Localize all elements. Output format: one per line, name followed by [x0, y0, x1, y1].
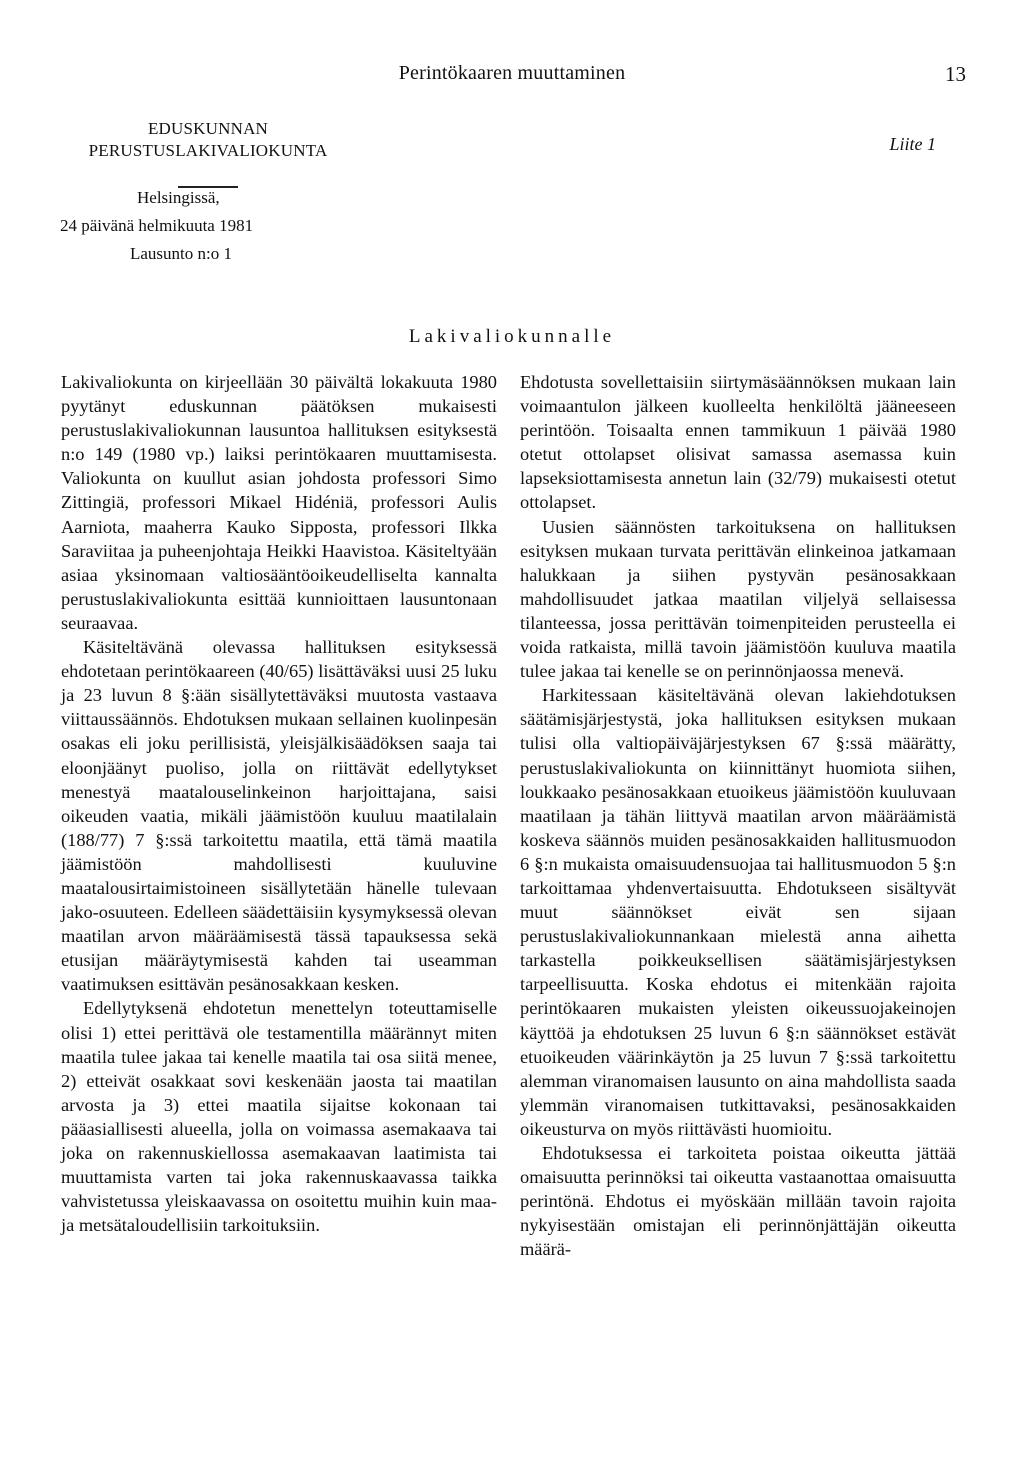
- statement-number: Lausunto n:o 1: [130, 244, 232, 263]
- right-paragraph: Harkitessaan käsiteltävänä olevan lakiehdotuksen säätämisjärjestystä, joka hallituksen esityksen mukaan tulisi olla valtiopäiväjärjestyksen 67 §:ssä määrätty, perustuslakivaliokunta on kiinnittänyt huomiota siihen, loukkaako pesänosakkaan etuoikeus jäämistöön kuuluvaan maatilaan ja tähän liittyvä maatilan arvon määräämistä koskeva säännös muiden pesänosakkaiden hallitusmuodon 6 §:n mukaista omaisuudensuojaa tai hallitusmuodon 5 §:n tarkoittamaa yhdenvertaisuutta. Ehdotukseen sisältyvät muut säännökset eivät sen sijaan perustuslakivaliokunnankaan mielestä anna aihetta tarkastella poikkeuksellisen säätämisjärjestyksen tarpeellisuutta. Koska ehdotus ei mitenkään rajoita perintökaaren mukaisten yleisten oikeussuojakeinojen käyttöä ja ehdotuksen 25 luvun 6 §:n säännökset estävät etuoikeuden väärinkäytön ja 25 luvun 7 §:ssä tarkoitettu alemman viranomaisen lausunto on aina mahdollista saada ylemmän viranomaisen tutkittavaksi, pesänosakkaiden oikeusturva on myös riittävästi huomioitu.: [520, 685, 956, 1139]
- committee-line-2: PERUSTUSLAKIVALIOKUNTA: [88, 141, 328, 160]
- attachment-label: Liite 1: [889, 134, 936, 154]
- right-column: [520, 370, 956, 1261]
- right-paragraph: Uusien säännösten tarkoituksena on hallituksen esityksen mukaan turvata perittävän elinkeinoa jatkamaan halukkaan ja siihen pystyvän pesänosakkaan mahdollisuudet jatkaa maatilan viljelyä sellaisessa tilanteessa, jossa perittävän toimenpiteiden perusteella ei voida ratkaista, millä tavoin jäämistöön kuuluva maatila tulee jakaa tai kenelle se on perinnönjaossa menevä.: [520, 516, 956, 682]
- left-column: [61, 370, 497, 1237]
- addressee-heading: Lakivaliokunnalle: [408, 326, 616, 347]
- right-paragraph: Ehdotusta sovellettaisiin siirtymäsäännöksen mukaan lain voimaantulon jälkeen kuolleelta henkilöltä jääneeseen perintöön. Toisaalta ennen tammikuun 1 päivää 1980 otetut ottolapset olisivat samassa asemassa kuin lapseksiottamisesta annetun lain (32/79) mukaisesti otetut ottolapset.: [520, 372, 956, 513]
- page-number: 13: [945, 62, 966, 86]
- date: 24 päivänä helmikuuta 1981: [60, 216, 254, 235]
- left-paragraph: Käsiteltävänä olevassa hallituksen esityksessä ehdotetaan perintökaareen (40/65) lisättäväksi uusi 25 luku ja 23 luvun 8 §:ään sisällytettäväksi muutosta vastaava viittaussäännös. Ehdotuksen mukaan sellainen kuolinpesän osakas eli joku perillisistä, yleisjälkisäädöksen saaja tai eloonjäänyt puoliso, jolla on riittävät edellytykset menestyä maatalouselinkeinon harjoittajana, saisi oikeuden vaatia, mikäli jäämistöön kuuluu maatilalain (188/77) 7 §:ssä tarkoitettu maatila, että tämä maatila jäämistöön mahdollisesti kuuluvine maatalousirtaimistoineen sisällytetään hänelle tulevaan jako-osuuteen. Edelleen säädettäisiin kysymyksessä olevan maatilan arvon määräämisestä tässä tapauksessa sekä etusijan määräytymisestä kahden tai useamman vaatimuksen esittävän pesänosakkaan kesken.: [61, 637, 497, 995]
- left-paragraph: Edellytyksenä ehdotetun menettelyn toteuttamiselle olisi 1) ettei perittävä ole testamentilla määrännyt miten maatila tulee jakaa tai kenelle maatila tai osa siitä menee, 2) etteivät osakkaat sovi keskenään jaosta tai maatilan arvosta ja 3) ettei maatila sijaitse kokonaan tai pääasiallisesti alueella, jolla on voimassa asemakaava tai joka on rakennuskiellossa asemakaavan laatimista tai muuttamista varten tai joka rakennuskaavassa taikka vahvistetussa yleiskaavassa on osoitettu muihin kuin maa- ja metsätaloudellisiin tarkoituksiin.: [61, 998, 497, 1236]
- left-paragraph: Lakivaliokunta on kirjeellään 30 päivältä lokakuuta 1980 pyytänyt eduskunnan päätöksen mukaisesti perustuslakivaliokunnan lausuntoa hallituksen esityksestä n:o 149 (1980 vp.) laiksi perintökaaren muuttamisesta. Valiokunta on kuullut asian johdosta professori Simo Zittingiä, professori Mikael Hidéniä, professori Aulis Aarniota, maaherra Kauko Sipposta, professori Ilkka Saraviitaa ja puheenjohtaja Heikki Haavistoa. Käsiteltyään asiaa yksinomaan valtiosääntöoikeudelliselta kannalta perustuslakivaliokunta esittää kunnioittaen lausuntonaan seuraavaa.: [61, 372, 497, 633]
- running-title: Perintökaaren muuttaminen: [398, 62, 626, 84]
- place: Helsingissä,: [137, 188, 220, 207]
- committee-line-1: EDUSKUNNAN: [147, 119, 269, 138]
- place-date-block: [60, 184, 253, 268]
- right-paragraph: Ehdotuksessa ei tarkoiteta poistaa oikeutta jättää omaisuutta perinnöksi tai oikeutta vastaanottaa omaisuutta perintönä. Ehdotus ei myöskään millään tavoin rajoita nykyisestään omistajan eli perinnönjättäjän oikeutta määrä-: [520, 1143, 956, 1260]
